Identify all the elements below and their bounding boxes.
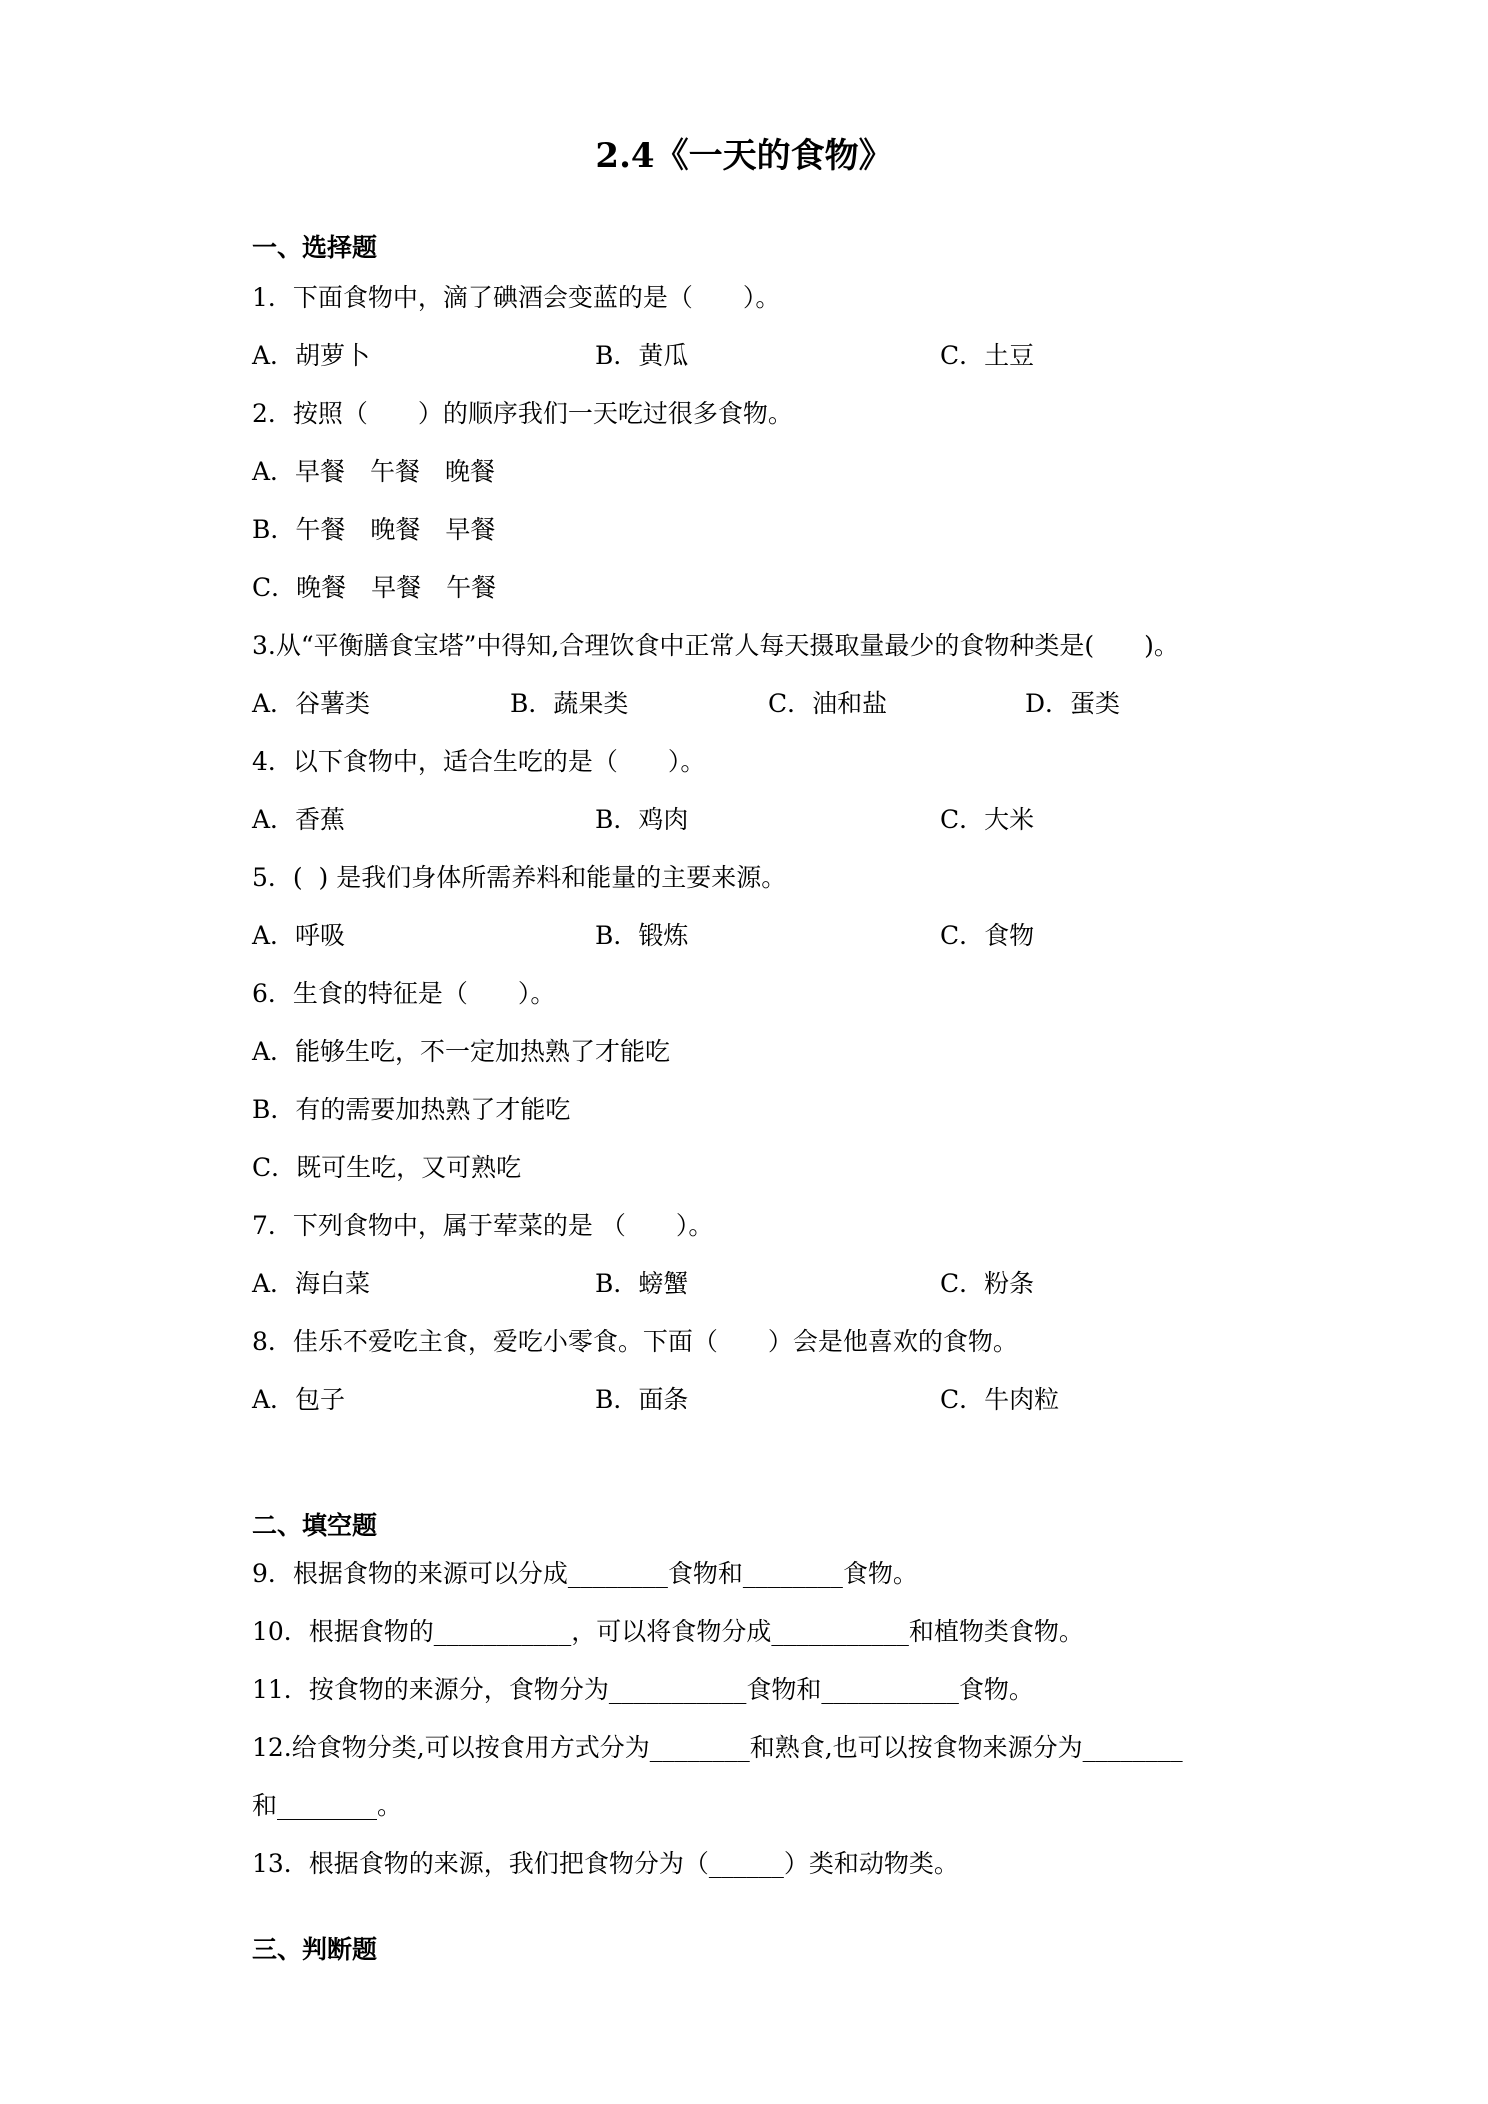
question-5: 5．( ) 是我们身体所需养料和能量的主要来源。 (252, 863, 787, 892)
question-8-option-c: C．牛肉粒 (940, 1385, 1060, 1414)
question-3-option-c: C．油和盐 (768, 689, 888, 718)
question-3-option-b: B．蔬果类 (510, 689, 629, 718)
question-4-option-b: B．鸡肉 (595, 805, 689, 834)
question-4-option-c: C．大米 (940, 805, 1035, 834)
question-8-option-a: A．包子 (252, 1385, 346, 1414)
question-2: 2．按照（ ）的顺序我们一天吃过很多食物。 (252, 399, 793, 428)
question-13: 13．根据食物的来源，我们把食物分为（______）类和动物类。 (252, 1849, 959, 1878)
question-3: 3.从“平衡膳食宝塔”中得知,合理饮食中正常人每天摄取量最少的食物种类是( )。 (252, 631, 1179, 660)
question-8: 8．佳乐不爱吃主食，爱吃小零食。下面（ ）会是他喜欢的食物。 (252, 1327, 1018, 1356)
question-5-option-b: B．锻炼 (595, 921, 689, 950)
question-3-option-a: A．谷薯类 (252, 689, 371, 718)
question-2-option-b: B．午餐 晚餐 早餐 (252, 515, 496, 544)
question-5-option-c: C．食物 (940, 921, 1035, 950)
question-1-option-b: B．黄瓜 (595, 341, 689, 370)
question-8-option-b: B．面条 (595, 1385, 689, 1414)
question-6-option-a: A．能够生吃，不一定加热熟了才能吃 (252, 1037, 671, 1066)
question-9: 9．根据食物的来源可以分成________食物和________食物。 (252, 1559, 918, 1588)
question-7-option-c: C．粉条 (940, 1269, 1035, 1298)
question-2-option-a: A．早餐 午餐 晚餐 (252, 457, 496, 486)
question-12-line-2: 和________。 (252, 1791, 403, 1820)
question-1: 1．下面食物中，滴了碘酒会变蓝的是（ ）。 (252, 283, 781, 312)
question-4: 4．以下食物中，适合生吃的是（ ）。 (252, 747, 706, 776)
question-6-option-b: B．有的需要加热熟了才能吃 (252, 1095, 571, 1124)
question-12-line-1: 12.给食物分类,可以按食用方式分为________和熟食,也可以按食物来源分为________ (252, 1733, 1183, 1762)
page-title: 2.4《一天的食物》 (595, 136, 893, 176)
question-7-option-b: B．螃蟹 (595, 1269, 689, 1298)
question-2-option-c: C．晚餐 早餐 午餐 (252, 573, 497, 602)
question-1-option-c: C．土豆 (940, 341, 1035, 370)
question-10: 10．根据食物的___________，可以将食物分成___________和植物类食物。 (252, 1617, 1084, 1646)
question-3-option-d: D．蛋类 (1025, 689, 1121, 718)
question-6-option-c: C．既可生吃，又可熟吃 (252, 1153, 522, 1182)
question-1-option-a: A．胡萝卜 (252, 341, 371, 370)
question-11: 11．按食物的来源分，食物分为___________食物和___________食物。 (252, 1675, 1034, 1704)
question-6: 6．生食的特征是（ ）。 (252, 979, 556, 1008)
question-7-option-a: A．海白菜 (252, 1269, 371, 1298)
section-heading-true-false: 三、判断题 (252, 1935, 378, 1964)
question-7: 7．下列食物中，属于荤菜的是 （ ）。 (252, 1211, 714, 1240)
question-4-option-a: A．香蕉 (252, 805, 346, 834)
section-heading-choice: 一、选择题 (252, 233, 378, 262)
question-5-option-a: A．呼吸 (252, 921, 346, 950)
section-heading-fill-blank: 二、填空题 (252, 1511, 378, 1540)
